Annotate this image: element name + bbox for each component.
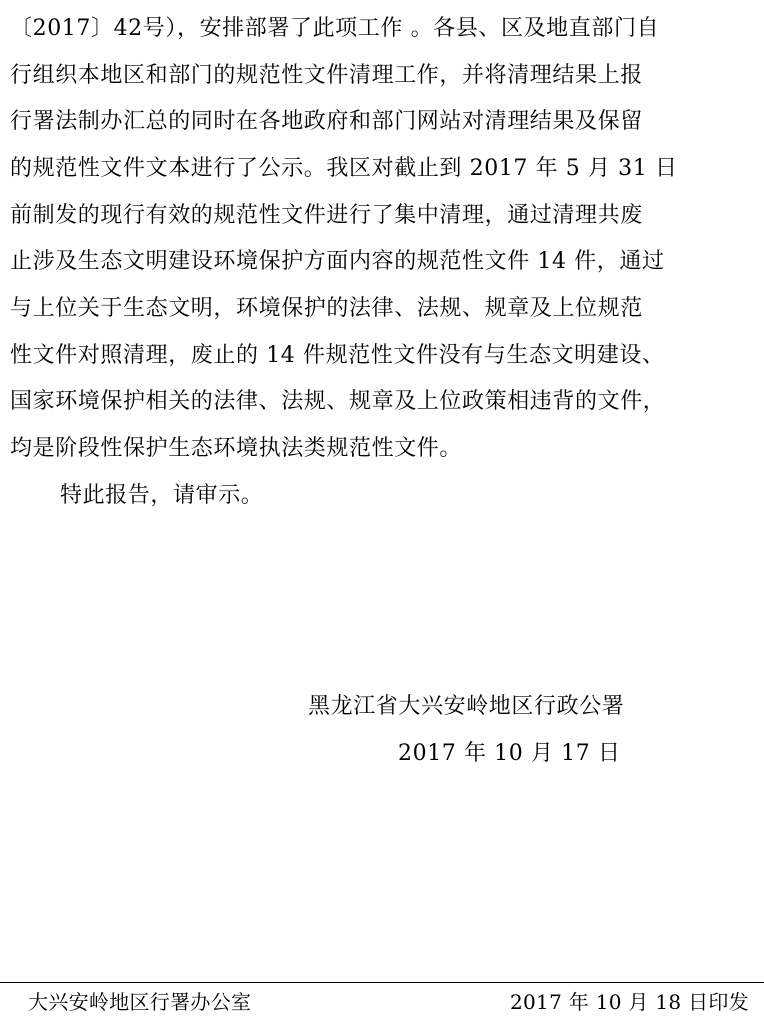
body-text-line: 止涉及生态文明建设环境保护方面内容的规范性文件 14 件，通过 (10, 249, 665, 274)
body-text-line: 的规范性文件文本进行了公示。我区对截止到 2017 年 5 月 31 日 (10, 156, 678, 181)
body-text-line: 性文件对照清理，废止的 14 件规范性文件没有与生态文明建设、 (10, 343, 665, 368)
body-text-line: 前制发的现行有效的规范性文件进行了集中清理，通过清理共废 (10, 203, 643, 228)
footer-print-date: 2017 年 10 月 18 日印发 (510, 990, 749, 1014)
footer-issuing-office: 大兴安岭地区行署办公室 (28, 990, 252, 1014)
footer-divider (0, 982, 764, 983)
body-text-line: 〔2017〕42号），安排部署了此项工作 。各县、区及地直部门自 (10, 16, 660, 41)
body-text-line: 国家环境保护相关的法律、法规、规章及上位政策相违背的文件， (10, 389, 666, 414)
closing-remark: 特此报告，请审示。 (60, 483, 264, 508)
body-text-line: 与上位关于生态文明，环境保护的法律、法规、规章及上位规范 (10, 296, 643, 321)
signature-organization: 黑龙江省大兴安岭地区行政公署 (308, 694, 625, 719)
body-text-line: 行署法制办汇总的同时在各地政府和部门网站对清理结果及保留 (10, 109, 643, 134)
signature-date: 2017 年 10 月 17 日 (398, 741, 621, 766)
body-text-line: 均是阶段性保护生态环境执法类规范性文件。 (10, 436, 463, 461)
body-text-line: 行组织本地区和部门的规范性文件清理工作，并将清理结果上报 (10, 63, 643, 88)
